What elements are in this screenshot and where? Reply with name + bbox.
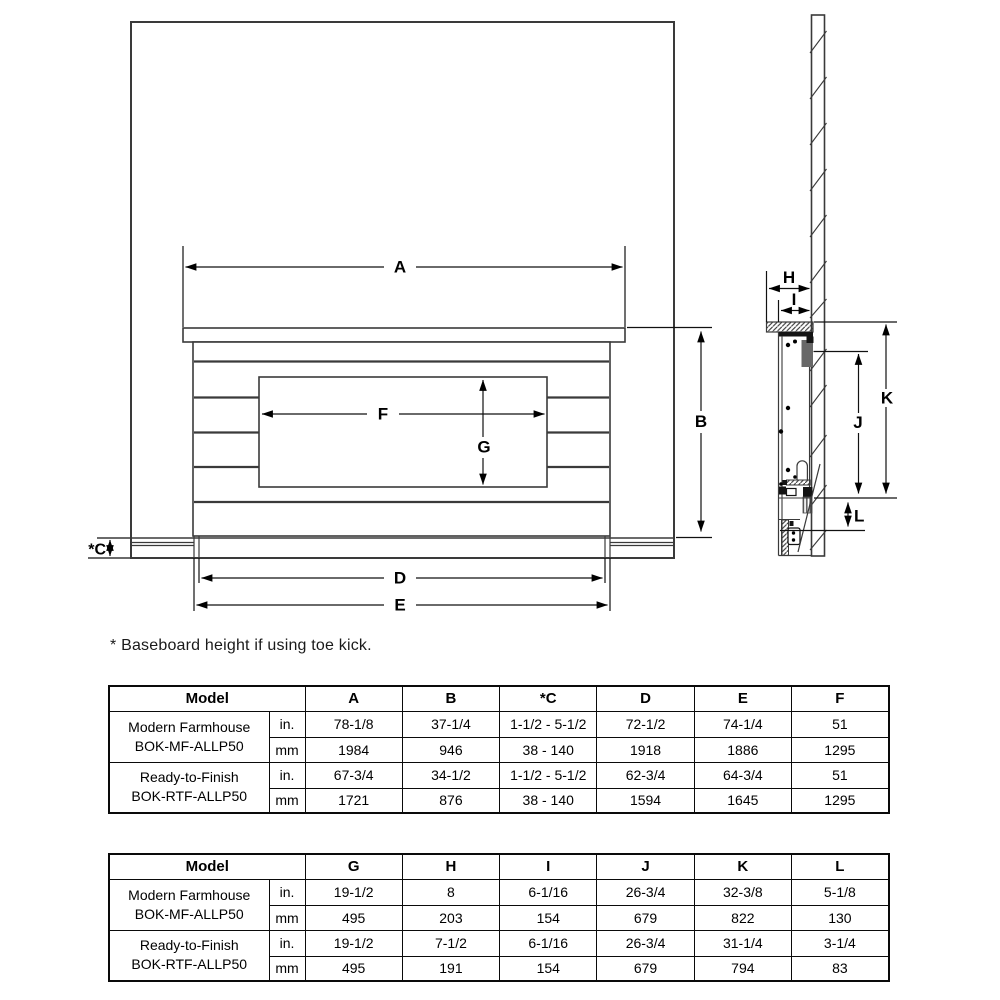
col-header-d: D [597,686,694,711]
value-cell: 26-3/4 [597,930,694,956]
value-cell: 6-1/16 [500,879,597,905]
value-cell: 74-1/4 [694,711,791,737]
value-cell: 822 [694,905,791,930]
bottom-bracket [803,487,813,497]
value-cell: 51 [791,762,888,788]
value-cell: 83 [791,956,888,981]
side-view [767,15,827,556]
value-cell: 1984 [305,737,402,762]
value-cell: 130 [791,905,888,930]
dim-label-f: F [377,404,389,424]
dim-label-c: *C [88,541,106,559]
value-cell: 62-3/4 [597,762,694,788]
baseboard-note: * Baseboard height if using toe kick. [110,637,372,654]
unit-cell: in. [269,879,305,905]
col-header-k: K [694,854,791,879]
value-cell: 3-1/4 [791,930,888,956]
mantel-shelf [183,328,625,342]
dim-label-e: E [394,595,406,615]
value-cell: 1721 [305,788,402,813]
value-cell: 5-1/8 [791,879,888,905]
value-cell: 72-1/2 [597,711,694,737]
value-cell: 203 [402,905,499,930]
side-shelf-section [767,322,814,332]
col-header-g: G [305,854,402,879]
value-cell: 8 [402,879,499,905]
model-name: Modern Farmhouse BOK-MF-ALLP50 [109,711,269,762]
dim-label-g: G [477,437,491,457]
value-cell: 19-1/2 [305,879,402,905]
front-view [131,22,674,558]
value-cell: 1918 [597,737,694,762]
value-cell: 495 [305,905,402,930]
dim-label-i: I [791,290,797,309]
col-header-l: L [791,854,888,879]
value-cell: 1-1/2 - 5-1/2 [500,762,597,788]
keyhole-slot [797,461,807,480]
model-name: Ready-to-Finish BOK-RTF-ALLP50 [109,762,269,813]
value-cell: 7-1/2 [402,930,499,956]
col-header-b: B [402,686,499,711]
shelf-cleat [779,332,814,337]
dim-label-k: K [880,388,894,408]
value-cell: 1886 [694,737,791,762]
side-wall [812,15,825,556]
value-cell: 38 - 140 [500,788,597,813]
col-header-c: *C [500,686,597,711]
value-cell: 679 [597,905,694,930]
value-cell: 876 [402,788,499,813]
value-cell: 38 - 140 [500,737,597,762]
unit-cell: in. [269,762,305,788]
value-cell: 26-3/4 [597,879,694,905]
value-cell: 64-3/4 [694,762,791,788]
value-cell: 1295 [791,737,888,762]
unit-cell: mm [269,956,305,981]
unit-cell: in. [269,711,305,737]
value-cell: 191 [402,956,499,981]
dim-label-d: D [393,568,407,588]
top-bracket [802,340,814,367]
unit-cell: mm [269,788,305,813]
unit-cell: mm [269,905,305,930]
value-cell: 946 [402,737,499,762]
model-header: Model [109,686,305,711]
model-name: Modern Farmhouse BOK-MF-ALLP50 [109,879,269,930]
dim-label-b: B [694,412,708,431]
col-header-i: I [500,854,597,879]
value-cell: 6-1/16 [500,930,597,956]
col-header-a: A [305,686,402,711]
value-cell: 34-1/2 [402,762,499,788]
value-cell: 495 [305,956,402,981]
value-cell: 794 [694,956,791,981]
value-cell: 37-1/4 [402,711,499,737]
unit-cell: in. [269,930,305,956]
value-cell: 19-1/2 [305,930,402,956]
col-header-h: H [402,854,499,879]
dim-label-j: J [853,413,863,432]
dimension-table-g-l [108,853,890,982]
value-cell: 67-3/4 [305,762,402,788]
value-cell: 78-1/8 [305,711,402,737]
value-cell: 679 [597,956,694,981]
firebox-opening [259,377,547,487]
unit-cell: mm [269,737,305,762]
value-cell: 51 [791,711,888,737]
col-header-e: E [694,686,791,711]
value-cell: 32-3/8 [694,879,791,905]
value-cell: 154 [500,905,597,930]
col-header-f: F [791,686,888,711]
model-name: Ready-to-Finish BOK-RTF-ALLP50 [109,930,269,981]
value-cell: 1295 [791,788,888,813]
col-header-j: J [597,854,694,879]
dim-label-l: L [854,506,865,526]
dimension-table-a-f [108,685,890,814]
dim-label-h: H [782,268,796,287]
value-cell: 31-1/4 [694,930,791,956]
value-cell: 154 [500,956,597,981]
value-cell: 1645 [694,788,791,813]
model-header: Model [109,854,305,879]
value-cell: 1-1/2 - 5-1/2 [500,711,597,737]
value-cell: 1594 [597,788,694,813]
dim-label-a: A [393,257,407,277]
